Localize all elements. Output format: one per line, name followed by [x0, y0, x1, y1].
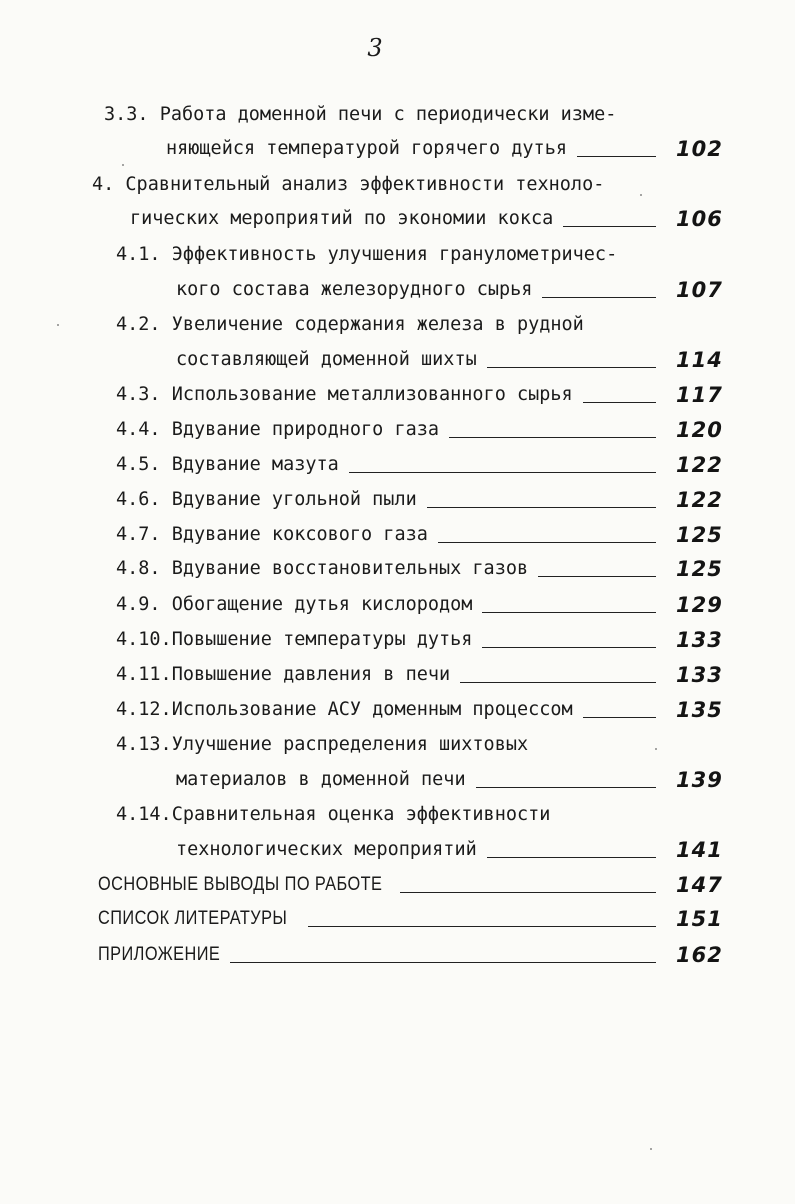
leader-line	[427, 507, 656, 508]
toc-entry-text: 4.6. Вдувание угольной пыли	[116, 489, 417, 510]
toc-entry-text: 4.2. Увеличение содержания железа в рудной	[116, 314, 584, 335]
toc-entry-conclusions	[98, 869, 662, 901]
leader-line	[487, 367, 656, 368]
toc-entry-text: 4.3. Использование металлизованного сырья	[116, 384, 573, 405]
toc-page-number: 107	[676, 278, 723, 302]
toc-entry-text: СПИСОК ЛИТЕРАТУРЫ	[98, 908, 288, 929]
toc-entry-text: 4.10.Повышение температуры дутья	[116, 629, 473, 650]
toc-entry-text: 4. Сравнительный анализ эффективности техноло-	[92, 174, 605, 195]
toc-entry-text: ОСНОВНЫЕ ВЫВОДЫ ПО РАБОТЕ	[98, 874, 383, 895]
toc-entry-4-2-cont	[176, 344, 662, 376]
toc-entry-text: гических мероприятий по экономии кокса	[130, 208, 554, 229]
toc-page-number: 114	[676, 348, 723, 372]
leader-line	[460, 682, 656, 683]
toc-entry-4-2	[116, 309, 584, 341]
toc-entry-text: 4.9. Обогащение дутья кислородом	[116, 594, 473, 615]
scan-speck	[655, 748, 657, 750]
toc-entry-appendix	[98, 939, 662, 971]
leader-line	[308, 926, 656, 927]
scan-speck	[640, 194, 642, 196]
toc-entry-text: 4.13.Улучшение распределения шихтовых	[116, 734, 529, 755]
toc-entry-text: 4.4. Вдувание природного газа	[116, 419, 440, 440]
leader-line	[583, 717, 656, 718]
toc-entry-4	[92, 169, 604, 201]
toc-entry-text: ПРИЛОЖЕНИЕ	[98, 944, 221, 965]
leader-line	[438, 542, 656, 543]
toc-entry-text: материалов в доменной печи	[176, 769, 466, 790]
toc-entry-bibliography	[98, 903, 662, 935]
toc-entry-3-3	[104, 99, 616, 131]
leader-line	[230, 962, 656, 963]
toc-entry-4-1	[116, 239, 617, 271]
toc-entry-text: няющейся температурой горячего дутья	[166, 138, 567, 159]
leader-line	[487, 857, 656, 858]
scan-speck	[57, 324, 59, 326]
page-number: 3	[367, 34, 383, 62]
toc-entry-text: 4.5. Вдувание мазута	[116, 454, 339, 475]
toc-page-number: 151	[676, 907, 723, 931]
toc-page-number: 141	[676, 838, 723, 862]
toc-page-number: 106	[676, 207, 723, 231]
scan-speck	[122, 164, 124, 166]
toc-page-number: 102	[676, 137, 723, 161]
leader-line	[563, 226, 656, 227]
toc-entry-text: технологических мероприятий	[176, 839, 477, 860]
toc-entry-4-14-cont	[176, 834, 662, 866]
toc-page-number: 147	[676, 873, 723, 897]
leader-line	[482, 647, 656, 648]
toc-entry-3-3-cont	[166, 133, 662, 165]
toc-entry-4-7	[116, 519, 662, 551]
toc-entry-text: 4.1. Эффективность улучшения гранулометричес-	[116, 244, 618, 265]
toc-page-number: 139	[676, 768, 723, 792]
leader-line	[476, 787, 656, 788]
toc-entry-4-13	[116, 729, 528, 761]
leader-line	[482, 612, 656, 613]
toc-entry-4-6	[116, 484, 662, 516]
toc-entry-text: 4.12.Использование АСУ доменным процессом	[116, 699, 573, 720]
toc-page-number: 125	[676, 523, 723, 547]
toc-page-number: 122	[676, 453, 723, 477]
toc-entry-text: составляющей доменной шихты	[176, 349, 477, 370]
toc-entry-4-5	[116, 449, 662, 481]
leader-line	[349, 472, 656, 473]
toc-page-number: 125	[676, 557, 723, 581]
leader-line	[542, 297, 656, 298]
toc-entry-text: кого состава железорудного сырья	[176, 279, 533, 300]
toc-entry-4-1-cont	[176, 274, 662, 306]
toc-entry-text: 3.3. Работа доменной печи с периодически изме-	[104, 104, 617, 125]
toc-entry-4-8	[116, 553, 662, 585]
toc-entry-4-12	[116, 694, 662, 726]
toc-entry-4-14	[116, 799, 550, 831]
toc-entry-text: 4.8. Вдувание восстановительных газов	[116, 558, 529, 579]
leader-line	[538, 576, 656, 577]
toc-page-number: 117	[676, 383, 723, 407]
toc-page-number: 133	[676, 663, 723, 687]
toc-entry-4-3	[116, 379, 662, 411]
toc-page-number: 120	[676, 418, 723, 442]
toc-page-number: 129	[676, 593, 723, 617]
toc-entry-text: 4.7. Вдувание коксового газа	[116, 524, 428, 545]
toc-page-number: 162	[676, 943, 723, 967]
toc-entry-4-11	[116, 659, 662, 691]
leader-line	[449, 437, 656, 438]
toc-entry-4-10	[116, 624, 662, 656]
toc-entry-text: 4.14.Сравнительная оценка эффективности	[116, 804, 551, 825]
toc-entry-4-cont	[130, 203, 662, 235]
scan-speck	[650, 1148, 652, 1150]
leader-line	[577, 156, 656, 157]
leader-line	[400, 892, 656, 893]
toc-entry-4-9	[116, 589, 662, 621]
leader-line	[583, 402, 656, 403]
toc-page-number: 135	[676, 698, 723, 722]
toc-page-number: 133	[676, 628, 723, 652]
toc-entry-4-4	[116, 414, 662, 446]
toc-entry-4-13-cont	[176, 764, 662, 796]
toc-page-number: 122	[676, 488, 723, 512]
toc-entry-text: 4.11.Повышение давления в печи	[116, 664, 451, 685]
